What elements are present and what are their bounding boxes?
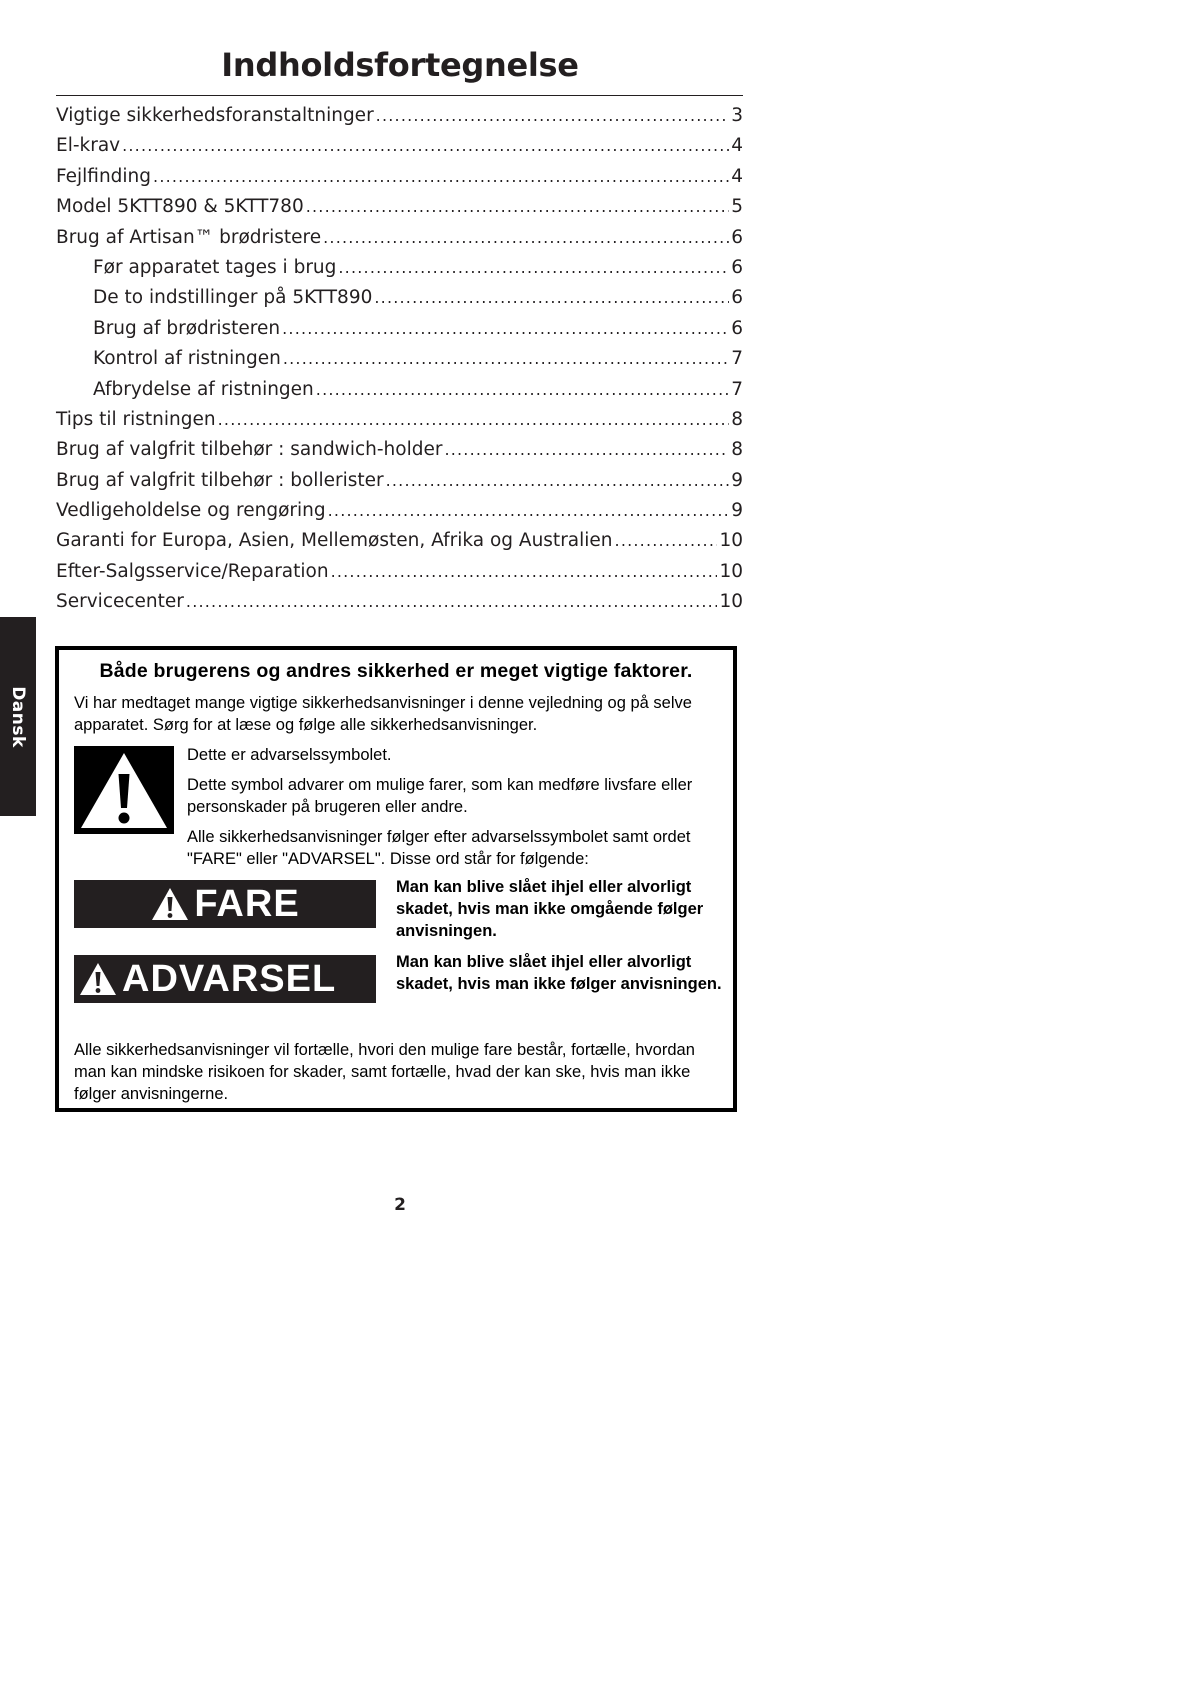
page-title: Indholdsfortegnelse	[221, 46, 579, 84]
danger-signal-word: FARE	[194, 882, 300, 925]
table-of-contents	[56, 101, 743, 618]
toc-entry[interactable]	[56, 405, 743, 435]
dot-leader	[186, 587, 718, 617]
dot-leader	[122, 131, 729, 161]
dot-leader	[283, 344, 729, 374]
toc-entry-label: El-krav	[56, 135, 121, 157]
toc-entry[interactable]	[56, 223, 743, 253]
toc-entry[interactable]	[56, 162, 743, 192]
toc-entry-page: 4	[731, 135, 743, 157]
toc-entry-page: 6	[731, 256, 743, 278]
toc-subentry[interactable]	[56, 344, 743, 374]
safety-footer: Alle sikkerhedsanvisninger vil fortælle, hvori den mulige fare består, fortælle, hvordan man kan mindske risikoen for skader, samt fortælle, hvad der kan ske, hvis man ikke følger anvisningerne.	[74, 1041, 695, 1103]
toc-entry-page: 10	[719, 560, 743, 582]
safety-notice-box	[55, 646, 737, 1112]
symbol-description: Dette er advarselssymbolet.	[187, 746, 392, 764]
toc-entry-page: 10	[719, 591, 743, 613]
toc-entry-page: 6	[731, 287, 743, 309]
toc-entry-page: 9	[731, 500, 743, 522]
language-tab-label: Dansk	[8, 685, 28, 748]
toc-entry-page: 7	[731, 348, 743, 370]
warning-triangle-icon	[150, 886, 190, 922]
toc-entry[interactable]	[56, 435, 743, 465]
danger-description: Man kan blive slået ihjel eller alvorligt skadet, hvis man ikke omgående følger anvisningen.	[396, 878, 704, 940]
dot-leader	[376, 101, 730, 131]
toc-entry-page: 8	[731, 408, 743, 430]
toc-entry[interactable]	[56, 131, 743, 161]
toc-entry[interactable]	[56, 526, 743, 556]
toc-entry[interactable]	[56, 192, 743, 222]
toc-entry-label: Kontrol af ristningen	[93, 348, 281, 370]
toc-entry-label: Garanti for Europa, Asien, Mellemøsten, Afrika og Australien	[56, 530, 613, 552]
toc-entry-label: Efter-Salgsservice/Reparation	[56, 560, 329, 582]
dot-leader	[615, 526, 718, 556]
dot-leader	[316, 375, 729, 405]
language-tab	[0, 617, 36, 816]
dot-leader	[282, 314, 729, 344]
toc-entry-label: Tips til ristningen	[56, 408, 216, 430]
toc-entry[interactable]	[56, 557, 743, 587]
toc-entry-label: Afbrydelse af ristningen	[93, 378, 314, 400]
toc-entry-page: 6	[731, 317, 743, 339]
toc-entry-label: Servicecenter	[56, 591, 184, 613]
warning-triangle-icon	[74, 746, 174, 834]
safety-heading: Både brugerens og andres sikkerhed er meget vigtige faktorer.	[99, 660, 693, 682]
dot-leader	[331, 557, 718, 587]
dot-leader	[153, 162, 729, 192]
toc-entry-page: 5	[731, 196, 743, 218]
warning-description: Man kan blive slået ihjel eller alvorligt skadet, hvis man ikke følger anvisningen.	[396, 953, 722, 993]
toc-entry-label: Fejlfinding	[56, 165, 152, 187]
symbol-description: Alle sikkerhedsanvisninger følger efter advarselssymbolet samt ordet "FARE" eller "ADVARSEL". Disse ord står for følgende:	[187, 828, 691, 868]
title-divider	[56, 95, 743, 96]
toc-entry-label: Brug af Artisan™ brødristere	[56, 226, 322, 248]
toc-entry-label: Brug af valgfrit tilbehør : bollerister	[56, 469, 384, 491]
danger-signal-panel	[74, 880, 376, 928]
toc-entry-label: Brug af valgfrit tilbehør : sandwich-holder	[56, 439, 443, 461]
toc-entry-label: Brug af brødristeren	[93, 317, 281, 339]
page-number: 2	[394, 1195, 406, 1215]
toc-entry[interactable]	[56, 587, 743, 617]
toc-entry-label: Vedligeholdelse og rengøring	[56, 500, 326, 522]
toc-subentry[interactable]	[56, 314, 743, 344]
dot-leader	[444, 435, 729, 465]
warning-signal-word: ADVARSEL	[122, 957, 337, 1000]
warning-signal-panel	[74, 955, 376, 1003]
symbol-description: Dette symbol advarer om mulige farer, som kan medføre livsfare eller personskader på brugeren eller andre.	[187, 776, 693, 816]
toc-entry-label: De to indstillinger på 5KTT890	[93, 287, 373, 309]
dot-leader	[328, 496, 730, 526]
toc-subentry[interactable]	[56, 375, 743, 405]
toc-entry-page: 7	[731, 378, 743, 400]
toc-entry[interactable]	[56, 496, 743, 526]
toc-entry[interactable]	[56, 466, 743, 496]
dot-leader	[338, 253, 729, 283]
toc-entry-label: Før apparatet tages i brug	[93, 256, 337, 278]
dot-leader	[306, 192, 730, 222]
toc-entry-label: Model 5KTT890 & 5KTT780	[56, 196, 304, 218]
toc-subentry[interactable]	[56, 283, 743, 313]
warning-triangle-icon	[78, 961, 118, 997]
toc-entry-page: 9	[731, 469, 743, 491]
dot-leader	[323, 223, 729, 253]
dot-leader	[218, 405, 730, 435]
dot-leader	[386, 466, 730, 496]
toc-entry-page: 6	[731, 226, 743, 248]
dot-leader	[374, 283, 729, 313]
safety-intro: Vi har medtaget mange vigtige sikkerhedsanvisninger i denne vejledning og på selve apparatet. Sørg for at læse og følge alle sikkerhedsanvisninger.	[74, 694, 692, 734]
toc-entry-page: 3	[731, 105, 743, 126]
toc-subentry[interactable]	[56, 253, 743, 283]
toc-entry-page: 8	[731, 439, 743, 461]
toc-entry-page: 4	[731, 165, 743, 187]
toc-entry-label: Vigtige sikkerhedsforanstaltninger	[56, 105, 374, 126]
toc-entry-page: 10	[719, 530, 743, 552]
toc-entry[interactable]	[56, 101, 743, 131]
